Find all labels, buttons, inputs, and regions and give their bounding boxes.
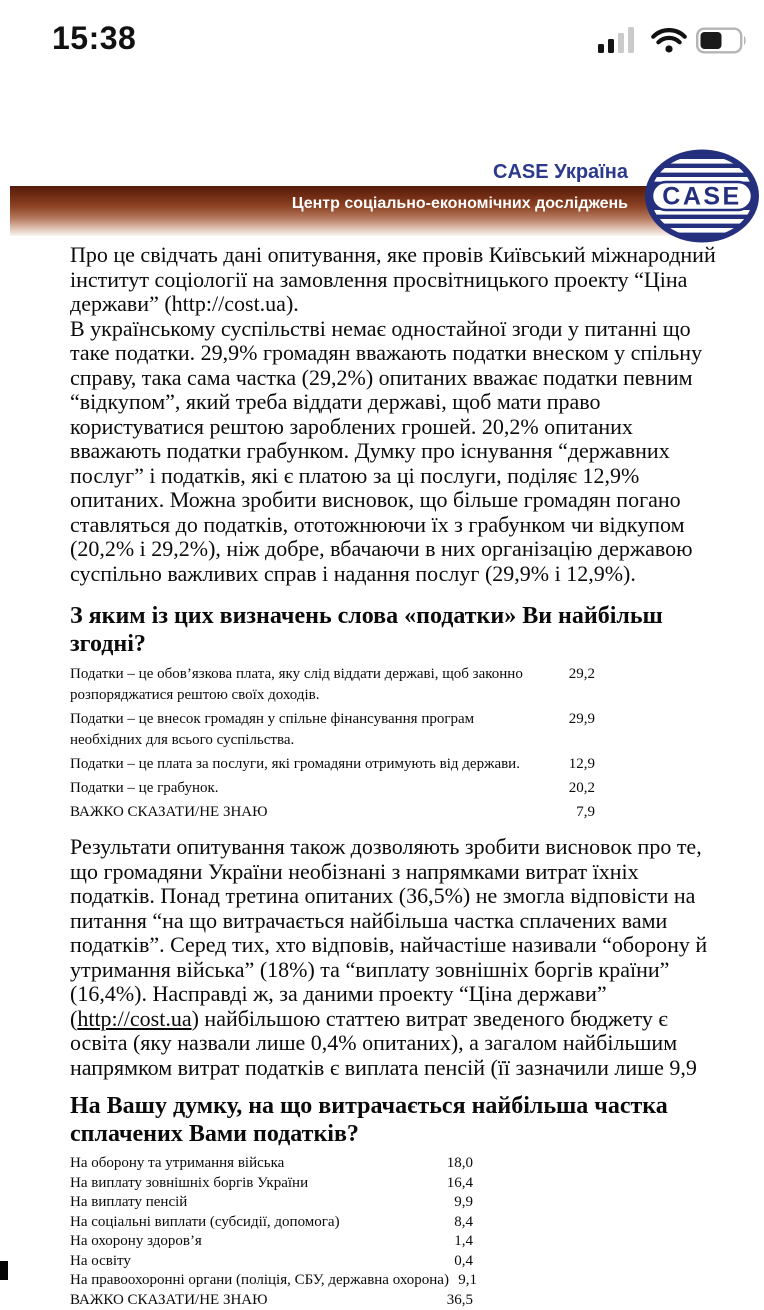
row-label: На освіту xyxy=(70,1252,131,1269)
status-icons xyxy=(598,26,748,54)
row-label: На правоохоронні органи (поліція, СБУ, державна охорона) xyxy=(70,1272,449,1288)
paragraph-intro: Про це свідчать дані опитування, яке провів Київський міжнародний інститут соціології на замовлення просвітницького проекту “Ціна держави” (http://cost.ua). xyxy=(70,242,716,316)
row-label: Податки – це внесок громадян у спільне фінансування програм необхідних для всього суспільства. xyxy=(70,711,475,748)
cost-ua-link[interactable]: http://cost.ua xyxy=(77,1005,192,1031)
cellular-signal-icon xyxy=(598,26,642,54)
table-row xyxy=(70,664,718,706)
status-time: 15:38 xyxy=(52,20,137,56)
paragraph-spending-text-after: ) найбільшою статтею витрат зведеного бюджету є освіта (яку назвали лише 0,4% опитаних), а загалом найбільшим напрямком витрат податків є виплата пенсій (її зазначили лише 9,9 xyxy=(70,1005,697,1080)
row-value: 12,9 xyxy=(568,756,595,772)
logo-case-text: CASE xyxy=(662,182,742,211)
row-label: ВАЖКО СКАЗАТИ/НЕ ЗНАЮ xyxy=(70,1291,268,1308)
row-label: На виплату зовнішніх боргів України xyxy=(70,1174,309,1191)
row-value: 7,9 xyxy=(576,804,595,820)
table-row xyxy=(70,1154,718,1172)
row-label: ВАЖКО СКАЗАТИ/НЕ ЗНАЮ xyxy=(70,804,268,820)
row-value: 29,2 xyxy=(568,666,595,682)
banner-subtitle: Центр соціально-економічних досліджень xyxy=(291,195,628,212)
paragraph-spending xyxy=(70,835,718,1080)
paragraph-tax-attitudes: В українському суспільстві немає одностайної згоди у питанні що таке податки. 29,9% громадян вважають податки внеском у спільну справу, така сама частка (29,2%) опитаних вважає податки певним “відкупом”, який треба віддати державі, щоб мати право користуватися рештою зароблених грошей. 20,2% опитаних вважають податки грабунком. Думку про існування “державних послуг” і податків, які є платою за ці послуги, поділяє 12,9% опитаних. Можна зробити висновок, що більше громадян погано ставляться до податків, ототожнюючи їх з грабунком чи відкупом (20,2% і 29,2%), ніж добре, вбачаючи в них організацію державою суспільно важливих справ і надання послуг (29,9% і 12,9%). xyxy=(70,315,703,586)
row-label: На оборону та утримання війська xyxy=(70,1155,285,1171)
survey-table-2 xyxy=(70,1154,718,1309)
document-body xyxy=(70,243,718,1310)
table-row xyxy=(70,1174,718,1192)
row-value: 16,4 xyxy=(446,1174,473,1191)
row-label: На соціальні виплати (субсидії, допомога) xyxy=(70,1213,340,1230)
row-label: Податки – це грабунок. xyxy=(70,780,219,796)
row-value: 0,4 xyxy=(454,1252,473,1269)
row-value: 18,0 xyxy=(446,1155,473,1171)
row-value: 8,4 xyxy=(454,1213,473,1230)
battery-icon xyxy=(696,27,748,54)
survey-question-1: З яким із цих визначень слова «податки» Ви найбільш згодні? xyxy=(70,603,663,657)
table-row xyxy=(70,1271,718,1289)
row-value: 9,9 xyxy=(454,1194,473,1210)
table-row xyxy=(70,1232,718,1250)
table-row xyxy=(70,778,718,799)
row-label: На виплату пенсій xyxy=(70,1194,188,1210)
case-logo xyxy=(642,146,762,248)
page-corner-mark xyxy=(0,1261,8,1280)
row-value: 9,1 xyxy=(458,1272,477,1288)
table-row xyxy=(70,1213,718,1231)
table-row xyxy=(70,1252,718,1270)
row-label: Податки – це обов’язкова плата, яку слід віддати державі, щоб законно розпоряджатися рештою своїх доходів. xyxy=(70,666,523,703)
table-row xyxy=(70,802,718,823)
row-value: 29,9 xyxy=(568,711,595,727)
survey-table-1 xyxy=(70,664,718,823)
paragraph-spending-text-before: Результати опитування також дозволяють зробити висновок про те, що громадяни України необізнані з напрямками витрат їхніх податків. Понад третина опитаних (36,5%) не змогла відповісти на питання “на що витрачається найбільша частка сплачених вами податків”. Серед тих, хто відповів, найчастіше називали “оборону й утримання війська” (18%) та “виплату зовнішніх боргів країни” (16,4%). Насправді ж, за даними проекту “Ціна держави” ( xyxy=(70,834,708,1031)
survey-question-2: На Вашу думку, на що витрачається найбільша частка сплачених Вами податків? xyxy=(70,1093,668,1147)
row-label: На охорону здоров’я xyxy=(70,1233,202,1249)
table-row xyxy=(70,1291,718,1309)
row-value: 36,5 xyxy=(446,1291,473,1308)
row-value: 20,2 xyxy=(568,780,595,796)
table-row xyxy=(70,754,718,775)
header-banner xyxy=(10,186,672,236)
org-name-label: CASE Україна xyxy=(493,161,628,183)
wifi-icon xyxy=(651,27,687,54)
row-value: 1,4 xyxy=(454,1233,473,1249)
table-row xyxy=(70,709,718,751)
table-row xyxy=(70,1193,718,1211)
row-label: Податки – це плата за послуги, які громадяни отримують від держави. xyxy=(70,756,520,772)
